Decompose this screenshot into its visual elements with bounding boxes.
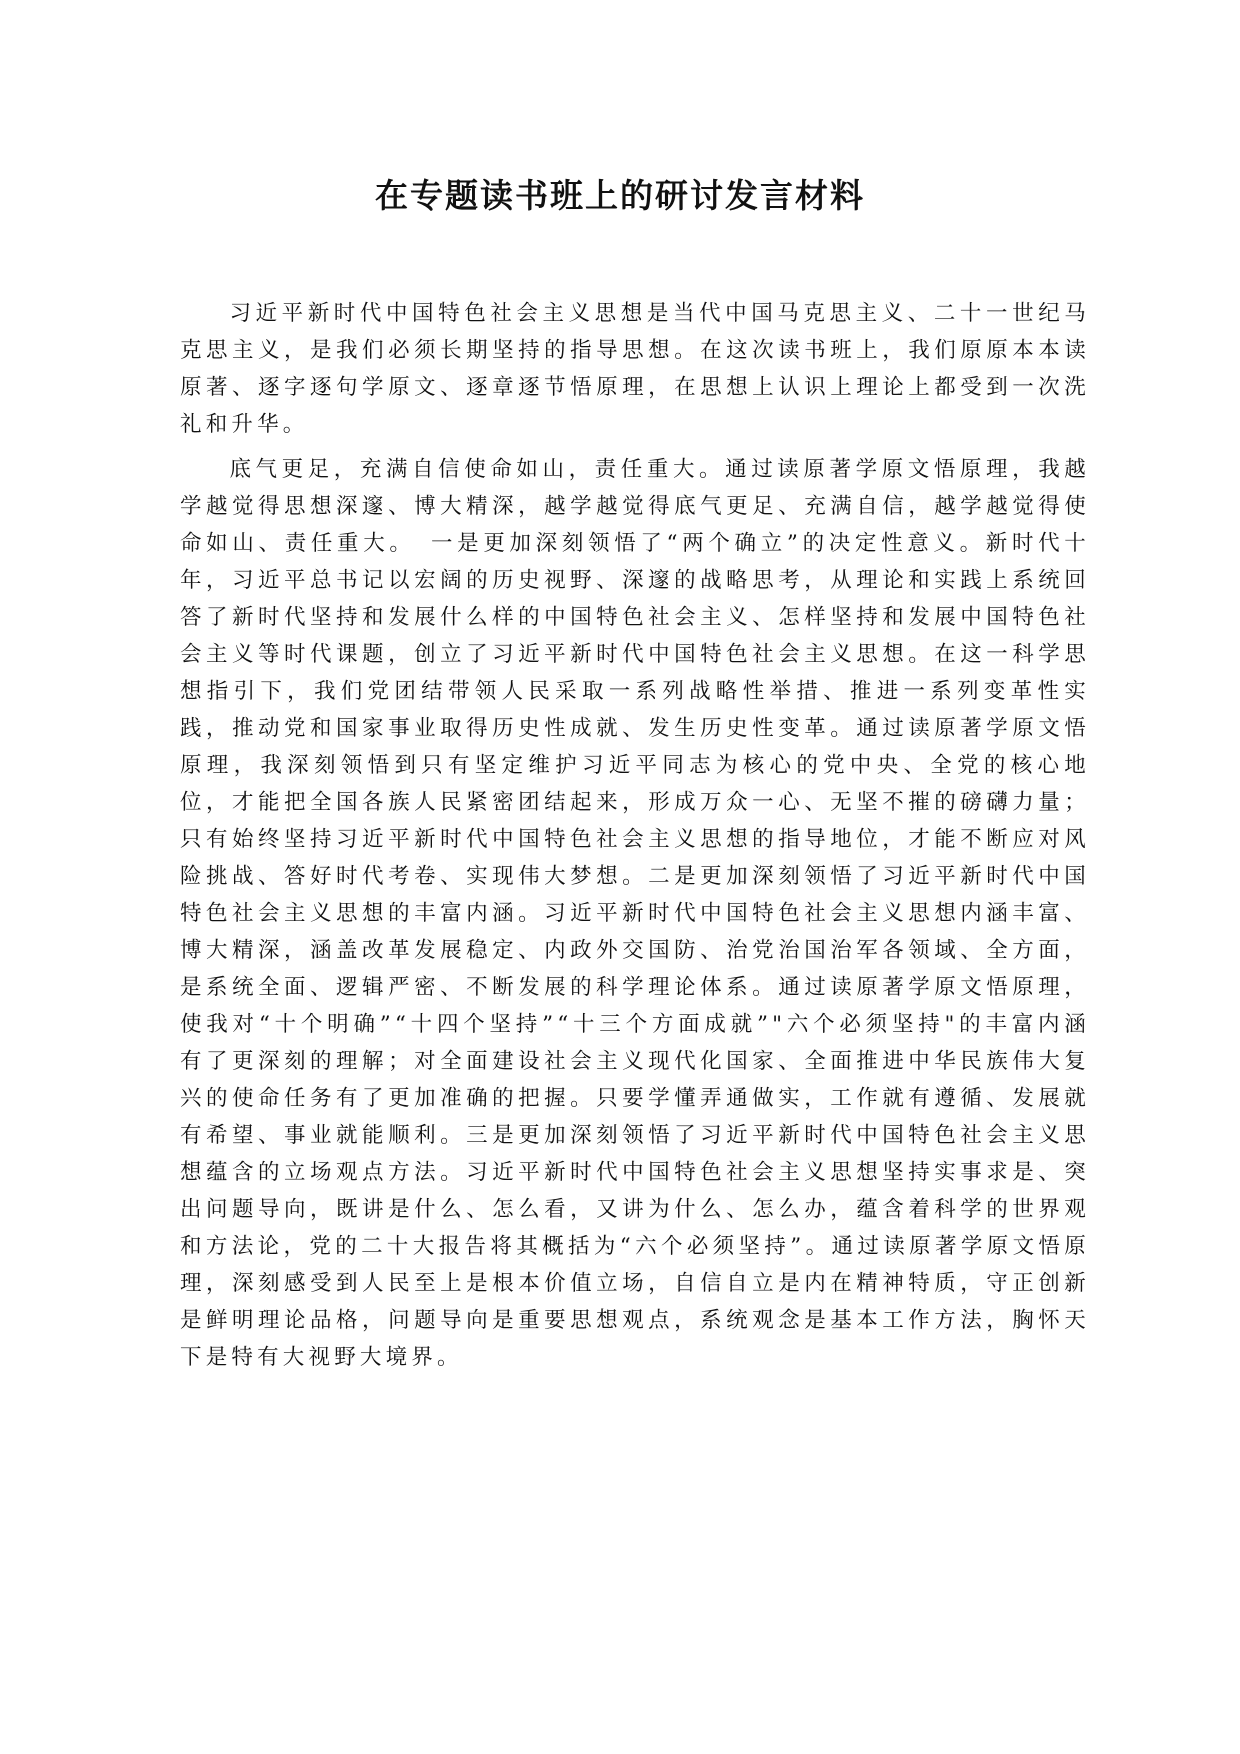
paragraph-intro: 习近平新时代中国特色社会主义思想是当代中国马克思主义、二十一世纪马克思主义，是我们必须长期坚持的指导思想。在这次读书班上，我们原原本本读原著、逐字逐句学原文、逐章逐节悟原理，在思想上认识上理论上都受到一次洗礼和升华。 (180, 301, 1090, 437)
document-body (180, 295, 1090, 1384)
document-title: 在专题读书班上的研讨发言材料 (375, 176, 865, 215)
paragraph-main: 底气更足，充满自信使命如山，责任重大。通过读原著学原文悟原理，我越学越觉得思想深邃、博大精深，越学越觉得底气更足、充满自信，越学越觉得使命如山、责任重大。 一是更加深刻领悟了“两个确立”的决定性意义。新时代十年，习近平总书记以宏阔的历史视野、深邃的战略思考，从理论和实践上系统回答了新时代坚持和发展什么样的中国特色社会主义、怎样坚持和发展中国特色社会主义等时代课题，创立了习近平新时代中国特色社会主义思想。在这一科学思想指引下，我们党团结带领人民采取一系列战略性举措、推进一系列变革性实践，推动党和国家事业取得历史性成就、发生历史性变革。通过读原著学原文悟原理，我深刻领悟到只有坚定维护习近平同志为核心的党中央、全党的核心地位，才能把全国各族人民紧密团结起来，形成万众一心、无坚不摧的磅礴力量；只有始终坚持习近平新时代中国特色社会主义思想的指导地位，才能不断应对风险挑战、答好时代考卷、实现伟大梦想。二是更加深刻领悟了习近平新时代中国特色社会主义思想的丰富内涵。习近平新时代中国特色社会主义思想内涵丰富、博大精深，涵盖改革发展稳定、内政外交国防、治党治国治军各领域、全方面，是系统全面、逻辑严密、不断发展的科学理论体系。通过读原著学原文悟原理，使我对“十个明确”“十四个坚持”“十三个方面成就”"六个必须坚持"的丰富内涵有了更深刻的理解；对全面建设社会主义现代化国家、全面推进中华民族伟大复兴的使命任务有了更加准确的把握。只要学懂弄通做实，工作就有遵循、发展就有希望、事业就能顺利。三是更加深刻领悟了习近平新时代中国特色社会主义思想蕴含的立场观点方法。习近平新时代中国特色社会主义思想坚持实事求是、突出问题导向，既讲是什么、怎么看，又讲为什么、怎么办，蕴含着科学的世界观和方法论，党的二十大报告将其概括为“六个必须坚持”。通过读原著学原文悟原理，深刻感受到人民至上是根本价值立场，自信自立是内在精神特质，守正创新是鲜明理论品格，问题导向是重要思想观点，系统观念是基本工作方法，胸怀天下是特有大视野大境界。 (180, 457, 1090, 1370)
